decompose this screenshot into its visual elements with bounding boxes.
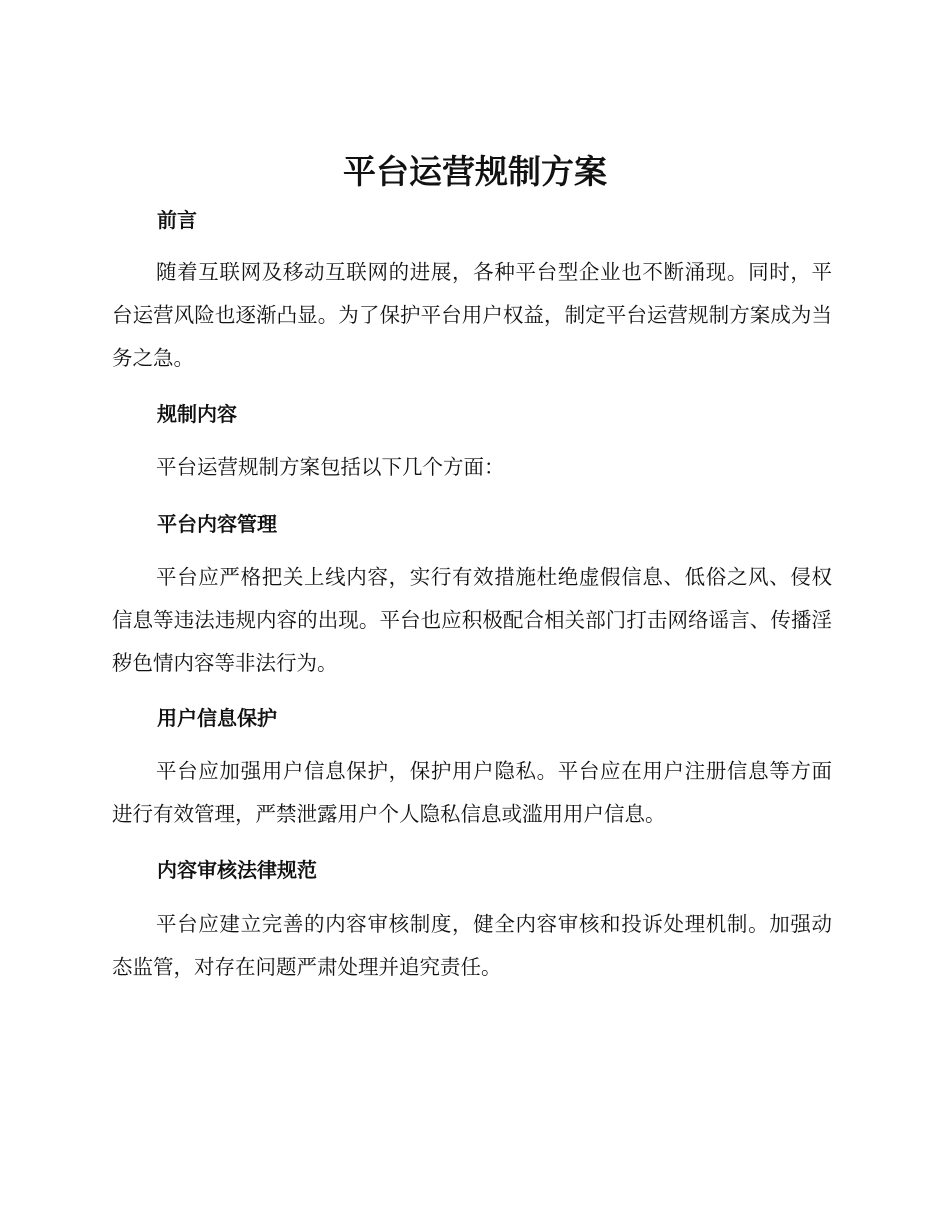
section-paragraph-review-legal-norms: 平台应建立完善的内容审核制度，健全内容审核和投诉处理机制。加强动态监管，对存在问题严肃处理并追究责任。	[112, 912, 832, 979]
document-title: 平台运营规制方案	[343, 152, 607, 191]
section-paragraph-user-info-protection: 平台应加强用户信息保护，保护用户隐私。平台应在用户注册信息等方面进行有效管理，严禁泄露用户个人隐私信息或滥用用户信息。	[112, 759, 832, 826]
section-heading-preface: 前言	[157, 208, 197, 232]
section-paragraph-preface: 随着互联网及移动互联网的进展，各种平台型企业也不断涌现。同时，平台运营风险也逐渐凸显。为了保护平台用户权益，制定平台运营规制方案成为当务之急。	[112, 260, 832, 370]
section-heading-review-legal-norms: 内容审核法律规范	[157, 858, 317, 882]
section-heading-regulation-content: 规制内容	[157, 402, 237, 426]
section-heading-content-management: 平台内容管理	[157, 512, 277, 536]
section-heading-user-info-protection: 用户信息保护	[157, 706, 277, 730]
section-paragraph-content-management: 平台应严格把关上线内容，实行有效措施杜绝虚假信息、低俗之风、侵权信息等违法违规内容的出现。平台也应积极配合相关部门打击网络谣言、传播淫秽色情内容等非法行为。	[112, 565, 832, 675]
section-paragraph-regulation-content: 平台运营规制方案包括以下几个方面：	[156, 455, 505, 479]
